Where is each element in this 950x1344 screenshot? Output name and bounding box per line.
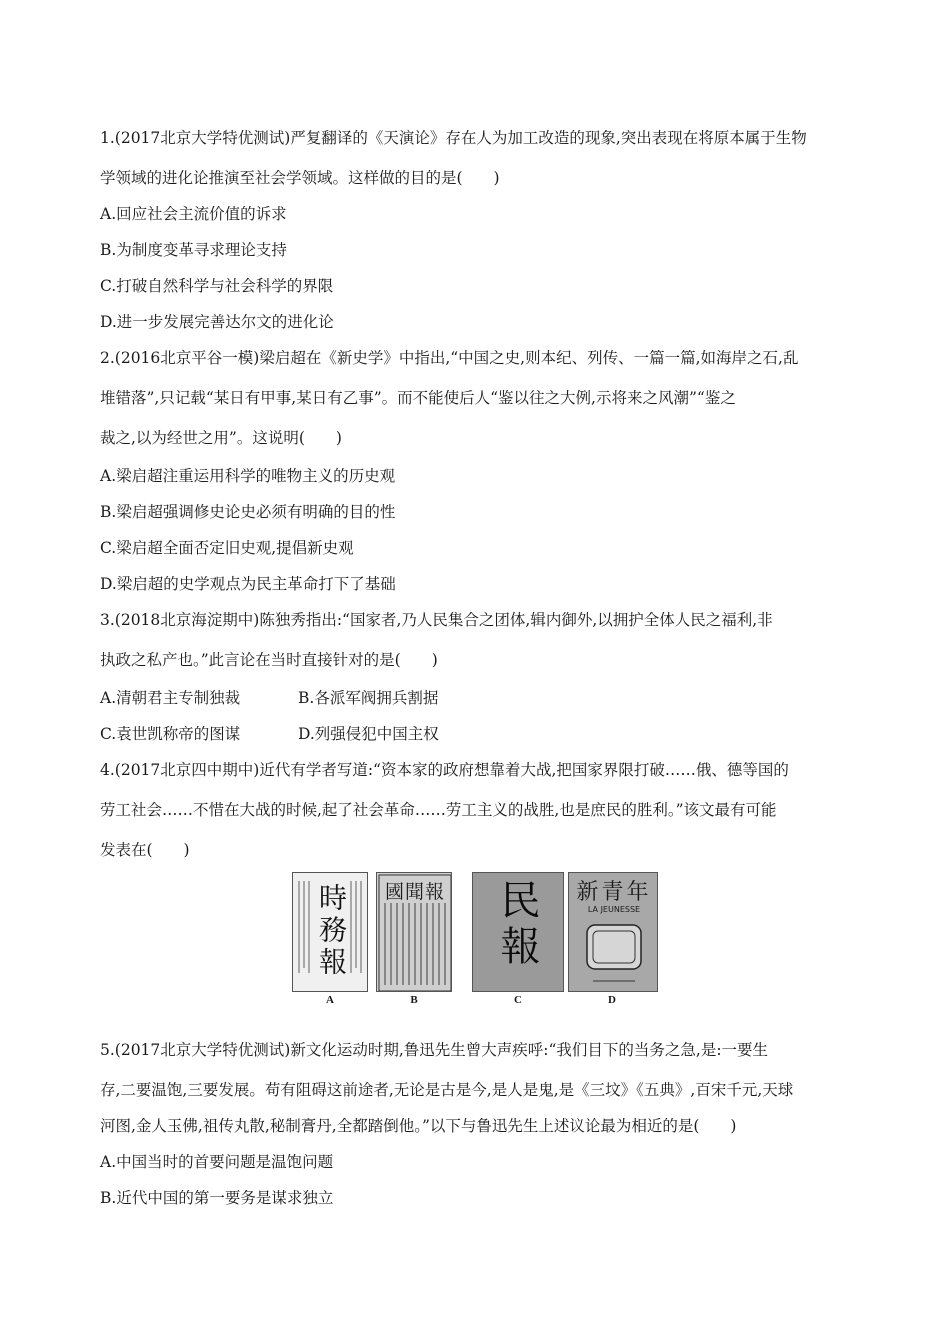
question-2-option-b: B.梁启超强调修史论史必须有明确的目的性 bbox=[100, 503, 396, 521]
newspaper-d-title: 新青年 bbox=[576, 880, 652, 905]
question-3-option-a: A.清朝君主专制独裁 bbox=[100, 689, 241, 707]
newspaper-d-caption: D bbox=[608, 994, 616, 1006]
newspaper-d-frame-graphic bbox=[569, 873, 658, 992]
newspaper-a-title: 時務報 bbox=[315, 883, 348, 979]
newspaper-image-b bbox=[376, 872, 452, 992]
newspaper-c-title: 民報 bbox=[494, 879, 540, 971]
newspaper-b-title: 國聞報 bbox=[384, 881, 445, 903]
newspaper-image-d bbox=[568, 872, 658, 992]
question-4-stem-line-3: 发表在( ) bbox=[100, 841, 190, 859]
question-5-stem-line-1: 5.(2017北京大学特优测试)新文化运动时期,鲁迅先生曾大声疾呼:“我们目下的当务之急,是:一要生 bbox=[100, 1041, 769, 1059]
question-2-option-a: A.梁启超注重运用科学的唯物主义的历史观 bbox=[100, 467, 396, 485]
question-3-stem-line-1: 3.(2018北京海淀期中)陈独秀指出:“国家者,乃人民集合之团体,辑内御外,以拥护全体人民之福利,非 bbox=[100, 611, 773, 629]
question-3-stem-line-2: 执政之私产也。”此言论在当时直接针对的是( ) bbox=[100, 651, 438, 669]
newspaper-image-a bbox=[292, 872, 368, 992]
question-2-stem-line-3: 裁之,以为经世之用”。这说明( ) bbox=[100, 429, 342, 447]
newspaper-d-subtitle: LA JEUNESSE bbox=[587, 905, 641, 914]
newspaper-c-caption: C bbox=[514, 994, 522, 1006]
question-5-option-a: A.中国当时的首要问题是温饱问题 bbox=[100, 1153, 334, 1171]
question-5-option-b: B.近代中国的第一要务是谋求独立 bbox=[100, 1189, 334, 1207]
question-3-option-b: B.各派军阀拥兵割据 bbox=[298, 689, 439, 707]
question-5-stem-line-2: 存,二要温饱,三要发展。苟有阻碍这前途者,无论是古是今,是人是鬼,是《三坟》《五典》,百宋千元,天球 bbox=[100, 1081, 794, 1099]
newspaper-b-caption: B bbox=[410, 994, 418, 1006]
question-2-stem-line-2: 堆错落”,只记载“某日有甲事,某日有乙事”。而不能使后人“鉴以往之大例,示将来之风潮”“鉴之 bbox=[100, 389, 736, 407]
newspaper-image-c bbox=[472, 872, 564, 992]
question-3-option-d: D.列强侵犯中国主权 bbox=[298, 725, 439, 743]
question-3-option-c: C.袁世凯称帝的图谋 bbox=[100, 725, 241, 743]
question-5-stem-line-3: 河图,金人玉佛,祖传丸散,秘制膏丹,全都踏倒他。”以下与鲁迅先生上述议论最为相近的是( ) bbox=[100, 1117, 737, 1135]
question-4-stem-line-2: 劳工社会……不惜在大战的时候,起了社会革命……劳工主义的战胜,也是庶民的胜利。”该文最有可能 bbox=[100, 801, 777, 819]
question-2-option-d: D.梁启超的史学观点为民主革命打下了基础 bbox=[100, 575, 396, 593]
question-1-option-d: D.进一步发展完善达尔文的进化论 bbox=[100, 313, 334, 331]
question-1-option-b: B.为制度变革寻求理论支持 bbox=[100, 241, 287, 259]
newspaper-a-caption: A bbox=[326, 994, 334, 1006]
question-1-stem-line-1: 1.(2017北京大学特优测试)严复翻译的《天演论》存在人为加工改造的现象,突出表现在将原本属于生物 bbox=[100, 129, 807, 147]
question-4-stem-line-1: 4.(2017北京四中期中)近代有学者写道:“资本家的政府想靠着大战,把国家界限打破……俄、德等国的 bbox=[100, 761, 789, 779]
question-2-option-c: C.梁启超全面否定旧史观,提倡新史观 bbox=[100, 539, 354, 557]
question-2-stem-line-1: 2.(2016北京平谷一模)梁启超在《新史学》中指出,“中国之史,则本纪、列传、一篇一篇,如海岸之石,乱 bbox=[100, 349, 799, 367]
question-1-option-c: C.打破自然科学与社会科学的界限 bbox=[100, 277, 334, 295]
question-1-option-a: A.回应社会主流价值的诉求 bbox=[100, 205, 287, 223]
newspaper-images bbox=[292, 872, 658, 1008]
question-1-stem-line-2: 学领域的进化论推演至社会学领域。这样做的目的是( ) bbox=[100, 169, 500, 187]
